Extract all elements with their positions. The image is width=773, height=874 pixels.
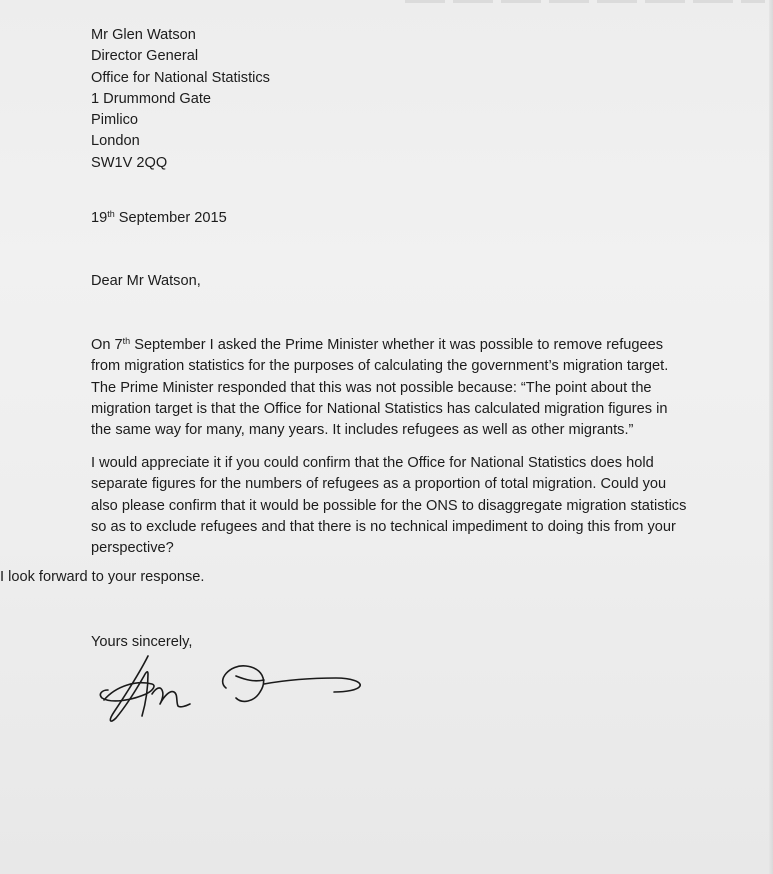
paragraph-1-line-5: the same way for many, many years. It includes refugees as well as other migrants.” — [91, 422, 634, 439]
date-day: 19 — [91, 210, 108, 226]
paragraph-1-lead-day: On 7 — [91, 337, 123, 353]
paragraph-1 — [91, 335, 691, 441]
paragraph-2 — [91, 453, 701, 559]
paragraph-1-lead-rest: September I asked the Prime Minister whether it was possible to remove refugees — [130, 337, 664, 353]
paragraph-3: I look forward to your response. — [0, 569, 205, 585]
paragraph-1-ordinal-suffix: th — [122, 336, 131, 346]
paragraph-2-line-1: I would appreciate it if you could confirm that the Office for National Statistics does hold — [91, 455, 654, 471]
address-line-name: Mr Glen Watson — [91, 27, 196, 43]
paragraph-1-line-2: from migration statistics for the purposes of calculating the government’s migration target. — [91, 358, 669, 375]
paragraph-2-line-4: so as to exclude refugees and that there is no technical impediment to doing this from your — [91, 518, 676, 535]
paragraph-1-line-3: The Prime Minister responded that this was not possible because: “The point about the — [91, 379, 652, 396]
handwritten-signature — [96, 650, 376, 730]
paragraph-1-line-4: migration target is that the Office for National Statistics has calculated migration figures in — [91, 400, 668, 417]
paragraph-2-line-3: also please confirm that it would be possible for the ONS to disaggregate migration statistics — [91, 497, 687, 514]
address-line-district: Pimlico — [91, 112, 139, 129]
date-rest: September 2015 — [114, 210, 227, 226]
paragraph-2-line-5: perspective? — [91, 540, 174, 557]
closing: Yours sincerely, — [91, 634, 193, 650]
recipient-address — [91, 25, 270, 174]
address-line-postcode: SW1V 2QQ — [91, 154, 168, 171]
salutation: Dear Mr Watson, — [91, 273, 201, 289]
address-line-organisation: Office for National Statistics — [91, 69, 270, 86]
date-ordinal-suffix: th — [107, 209, 115, 219]
address-line-city: London — [91, 133, 140, 150]
address-line-title: Director General — [91, 48, 199, 65]
paragraph-2-line-2: separate figures for the numbers of refugees as a proportion of total migration. Could you — [91, 476, 667, 493]
letter-date — [91, 208, 227, 229]
paragraph-1-line-1 — [91, 335, 691, 356]
address-line-street: 1 Drummond Gate — [91, 90, 212, 107]
paper-right-edge — [769, 0, 773, 874]
paper-top-edge — [405, 0, 765, 3]
